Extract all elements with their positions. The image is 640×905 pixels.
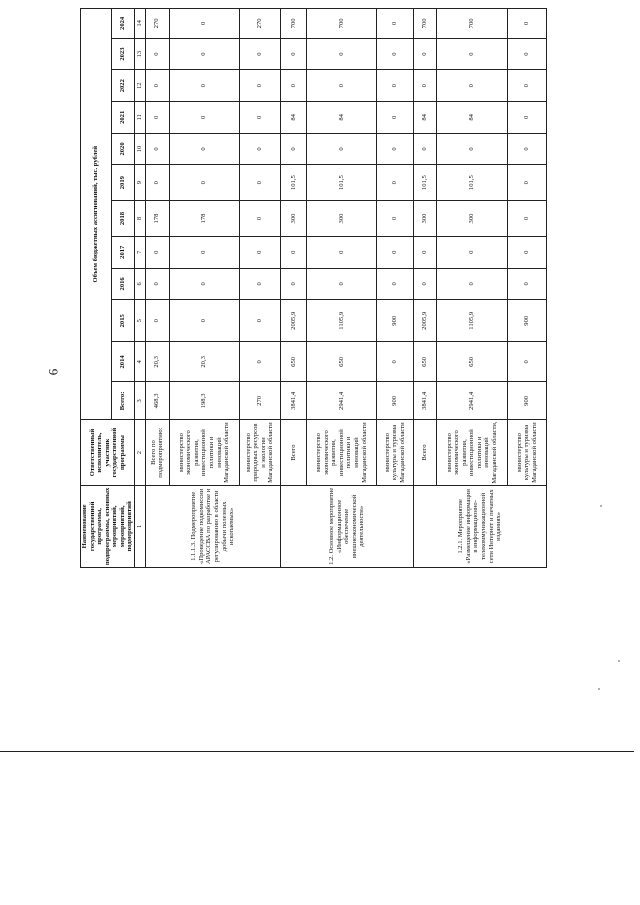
header-name: Наименование государственной программы, подпрограммы, основных мероприятий, мероприятий, подмероприятий xyxy=(81,485,135,567)
column-number: 7 xyxy=(135,236,146,268)
value-cell: 0 xyxy=(377,9,414,39)
value-cell: 0 xyxy=(507,165,546,201)
table-row xyxy=(507,9,546,568)
value-cell: 0 xyxy=(169,165,239,201)
value-cell: 0 xyxy=(240,201,281,237)
executor-cell: министерство культуры и туризма Магаданской области xyxy=(507,420,546,485)
executor-cell: министерство экономического развития, инвестиционной политики и инноваций Магаданской области xyxy=(169,420,239,485)
value-cell: 3841,4 xyxy=(280,382,306,420)
value-cell: 0 xyxy=(306,268,376,300)
value-cell: 0 xyxy=(377,38,414,70)
value-cell: 650 xyxy=(306,342,376,382)
value-cell: 0 xyxy=(306,133,376,165)
value-cell: 0 xyxy=(413,268,436,300)
section-name: 1.2.1. Мероприятие «Размещение информации в информационно-телекоммуникационной сети Интернет и печатных изданиях» xyxy=(413,485,546,567)
header-year: 2018 xyxy=(112,201,135,237)
value-cell: 101,5 xyxy=(437,165,507,201)
value-cell: 101,5 xyxy=(306,165,376,201)
value-cell: 0 xyxy=(146,133,169,165)
value-cell: 0 xyxy=(280,38,306,70)
scan-speck xyxy=(598,688,600,690)
header-year: 2014 xyxy=(112,342,135,382)
value-cell: 900 xyxy=(507,300,546,342)
value-cell: 178 xyxy=(169,201,239,237)
value-cell: 0 xyxy=(240,165,281,201)
value-cell: 101,5 xyxy=(413,165,436,201)
scan-speck xyxy=(618,660,620,662)
value-cell: 650 xyxy=(413,342,436,382)
value-cell: 20,3 xyxy=(169,342,239,382)
value-cell: 0 xyxy=(169,70,239,102)
header-year: 2019 xyxy=(112,165,135,201)
value-cell: 700 xyxy=(280,9,306,39)
value-cell: 84 xyxy=(306,102,376,134)
table-row xyxy=(240,9,281,568)
column-number: 10 xyxy=(135,133,146,165)
header-total: Всего: xyxy=(112,382,135,420)
value-cell: 700 xyxy=(437,9,507,39)
header-year: 2022 xyxy=(112,70,135,102)
value-cell: 0 xyxy=(507,236,546,268)
value-cell: 0 xyxy=(169,9,239,39)
section-name: 1.1.1.3. Подмероприятие «Проведение подкомиссии АРАССВА по разработке и регулированию в области добычи полезных ископаемых» xyxy=(146,485,281,567)
value-cell: 900 xyxy=(507,382,546,420)
value-cell: 0 xyxy=(377,70,414,102)
header-year: 2020 xyxy=(112,133,135,165)
value-cell: 1105,9 xyxy=(306,300,376,342)
budget-table-rotated xyxy=(80,8,545,568)
table-row xyxy=(169,9,239,568)
header-year: 2023 xyxy=(112,38,135,70)
executor-cell: Всего xyxy=(280,420,306,485)
value-cell: 0 xyxy=(280,268,306,300)
value-cell: 0 xyxy=(507,133,546,165)
value-cell: 0 xyxy=(169,38,239,70)
value-cell: 20,3 xyxy=(146,342,169,382)
value-cell: 0 xyxy=(240,38,281,70)
column-number: 8 xyxy=(135,201,146,237)
value-cell: 0 xyxy=(240,102,281,134)
value-cell: 0 xyxy=(377,165,414,201)
value-cell: 0 xyxy=(437,268,507,300)
value-cell: 0 xyxy=(240,300,281,342)
value-cell: 300 xyxy=(437,201,507,237)
value-cell: 178 xyxy=(146,201,169,237)
value-cell: 0 xyxy=(306,38,376,70)
value-cell: 270 xyxy=(240,9,281,39)
value-cell: 650 xyxy=(437,342,507,382)
value-cell: 0 xyxy=(507,38,546,70)
column-number: 1 xyxy=(135,485,146,567)
value-cell: 0 xyxy=(240,133,281,165)
value-cell: 468,3 xyxy=(146,382,169,420)
value-cell: 101,5 xyxy=(280,165,306,201)
value-cell: 0 xyxy=(377,133,414,165)
executor-cell: Всего xyxy=(413,420,436,485)
value-cell: 2941,4 xyxy=(437,382,507,420)
value-cell: 0 xyxy=(146,268,169,300)
column-number: 9 xyxy=(135,165,146,201)
value-cell: 0 xyxy=(169,300,239,342)
value-cell: 0 xyxy=(413,133,436,165)
table-row xyxy=(280,9,306,568)
table-row xyxy=(306,9,376,568)
value-cell: 0 xyxy=(146,38,169,70)
table-row xyxy=(146,9,169,568)
header-year: 2015 xyxy=(112,300,135,342)
value-cell: 0 xyxy=(377,236,414,268)
table-row xyxy=(413,9,436,568)
value-cell: 270 xyxy=(146,9,169,39)
value-cell: 1105,9 xyxy=(437,300,507,342)
value-cell: 300 xyxy=(280,201,306,237)
executor-cell: министерство культуры и туризма Магаданской области xyxy=(377,420,414,485)
value-cell: 0 xyxy=(146,165,169,201)
value-cell: 0 xyxy=(507,102,546,134)
value-cell: 0 xyxy=(240,236,281,268)
table-row xyxy=(377,9,414,568)
value-cell: 0 xyxy=(240,70,281,102)
value-cell: 0 xyxy=(146,300,169,342)
column-number: 4 xyxy=(135,342,146,382)
value-cell: 0 xyxy=(280,70,306,102)
scan-speck xyxy=(600,505,602,507)
table-container xyxy=(80,8,545,568)
column-number: 11 xyxy=(135,102,146,134)
value-cell: 2941,4 xyxy=(306,382,376,420)
column-number: 14 xyxy=(135,9,146,39)
value-cell: 0 xyxy=(413,38,436,70)
executor-cell: Всего по подмероприятию: xyxy=(146,420,169,485)
value-cell: 0 xyxy=(240,268,281,300)
value-cell: 198,3 xyxy=(169,382,239,420)
value-cell: 0 xyxy=(240,342,281,382)
value-cell: 0 xyxy=(437,133,507,165)
value-cell: 0 xyxy=(169,268,239,300)
column-number: 5 xyxy=(135,300,146,342)
value-cell: 0 xyxy=(280,236,306,268)
value-cell: 0 xyxy=(507,201,546,237)
value-cell: 0 xyxy=(306,236,376,268)
value-cell: 0 xyxy=(437,70,507,102)
column-number: 6 xyxy=(135,268,146,300)
value-cell: 700 xyxy=(413,9,436,39)
value-cell: 0 xyxy=(377,102,414,134)
value-cell: 0 xyxy=(507,9,546,39)
value-cell: 0 xyxy=(507,342,546,382)
value-cell: 0 xyxy=(146,70,169,102)
value-cell: 0 xyxy=(377,342,414,382)
value-cell: 84 xyxy=(437,102,507,134)
value-cell: 3841,4 xyxy=(413,382,436,420)
executor-cell: министерство экономического развития, инвестиционной политики и инноваций Магаданской области, xyxy=(437,420,507,485)
value-cell: 0 xyxy=(146,102,169,134)
value-cell: 0 xyxy=(169,102,239,134)
value-cell: 0 xyxy=(146,236,169,268)
value-cell: 300 xyxy=(306,201,376,237)
value-cell: 0 xyxy=(306,70,376,102)
value-cell: 900 xyxy=(377,382,414,420)
value-cell: 650 xyxy=(280,342,306,382)
column-number: 2 xyxy=(135,420,146,485)
value-cell: 900 xyxy=(377,300,414,342)
budget-table xyxy=(80,8,547,568)
column-number: 3 xyxy=(135,382,146,420)
column-number: 12 xyxy=(135,70,146,102)
header-year: 2017 xyxy=(112,236,135,268)
value-cell: 0 xyxy=(437,38,507,70)
value-cell: 700 xyxy=(306,9,376,39)
value-cell: 0 xyxy=(507,70,546,102)
value-cell: 84 xyxy=(413,102,436,134)
value-cell: 0 xyxy=(169,133,239,165)
executor-cell: министерство природных ресурсов и экологии Магаданской области xyxy=(240,420,281,485)
value-cell: 0 xyxy=(377,268,414,300)
value-cell: 0 xyxy=(413,70,436,102)
value-cell: 0 xyxy=(280,133,306,165)
value-cell: 300 xyxy=(413,201,436,237)
page-divider xyxy=(0,751,634,752)
value-cell: 0 xyxy=(437,236,507,268)
header-year: 2021 xyxy=(112,102,135,134)
header-executor: Ответственный исполнитель, участник государственной программы xyxy=(81,420,135,485)
value-cell: 270 xyxy=(240,382,281,420)
header-year: 2024 xyxy=(112,9,135,39)
value-cell: 0 xyxy=(413,236,436,268)
value-cell: 0 xyxy=(507,268,546,300)
executor-cell: министерство экономического развития, инвестиционной политики и инноваций Магаданской области xyxy=(306,420,376,485)
value-cell: 84 xyxy=(280,102,306,134)
page-number: 6 xyxy=(45,368,61,376)
header-budget: Объем бюджетных ассигнований, тыс. рублей xyxy=(81,9,112,420)
value-cell: 0 xyxy=(169,236,239,268)
table-row xyxy=(437,9,507,568)
value-cell: 2005,9 xyxy=(280,300,306,342)
section-name: 1.2. Основное мероприятие «Информационное обеспечение внешнеэкономической деятельности» xyxy=(280,485,413,567)
value-cell: 2005,9 xyxy=(413,300,436,342)
header-year: 2016 xyxy=(112,268,135,300)
column-number: 13 xyxy=(135,38,146,70)
value-cell: 0 xyxy=(377,201,414,237)
